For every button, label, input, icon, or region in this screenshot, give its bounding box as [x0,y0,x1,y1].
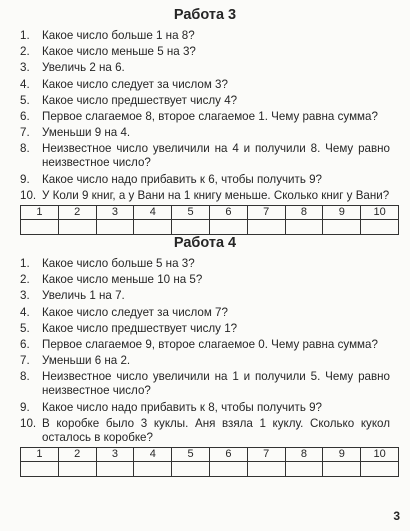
answer-column-number: 10 [361,447,399,461]
answer-column-number: 2 [58,447,96,461]
answer-cell[interactable] [285,461,323,476]
question-text: В коробке было 3 куклы. Аня взяла 1 куклу. Сколько кукол осталось в коробке? [42,416,390,444]
question-number: 10. [20,416,37,430]
answer-column-number: 7 [247,205,285,219]
question-number: 7. [20,354,30,368]
answer-column-number: 10 [361,205,399,219]
work-3-question-9 [0,173,410,187]
question-text: Какое число следует за числом 3? [42,77,228,91]
question-number: 5. [20,93,30,107]
question-text: Уменьши 9 на 4. [42,126,131,140]
question-number: 4. [20,77,30,91]
work-3-question-7 [0,126,410,140]
question-number: 9. [20,172,30,186]
answer-cell[interactable] [323,461,361,476]
question-text: Увеличь 1 на 7. [42,289,125,303]
work-4-title: Работа 4 [173,235,237,251]
work-3-section [0,0,410,235]
answer-column-number: 6 [209,205,247,219]
question-number: 3. [20,289,30,303]
question-text: Неизвестное число увеличили на 1 и получили 5. Чему равно неизвестное число? [42,370,390,398]
question-number: 1. [20,257,30,270]
question-number: 3. [20,61,30,75]
answer-column-number: 4 [134,205,172,219]
answer-column-number: 2 [58,205,96,219]
question-number: 10. [20,188,37,202]
answer-column-number: 6 [209,447,247,461]
work-3-question-10 [0,189,410,203]
question-text: Какое число меньше 10 на 5? [42,273,203,287]
answer-cell[interactable] [172,461,210,476]
question-number: 5. [20,321,30,335]
work-3-question-8 [0,142,410,170]
work-3-question-2 [0,45,410,59]
answer-table-header-row [21,205,399,219]
answer-table-header-row [21,447,399,461]
question-number: 8. [20,370,30,384]
answer-column-number: 3 [96,205,134,219]
question-number: 2. [20,45,30,59]
work-4-answer-table [20,447,399,477]
question-text: Какое число меньше 5 на 3? [42,45,196,59]
work-3-question-4 [0,78,410,92]
answer-cell[interactable] [58,461,96,476]
question-text: Неизвестное число увеличили на 4 и получили 8. Чему равно неизвестное число? [42,142,390,170]
work-4-question-4 [0,306,410,320]
work-4-section [0,229,410,477]
question-number: 6. [20,109,30,123]
work-4-question-5 [0,322,410,336]
question-number: 8. [20,142,30,156]
answer-column-number: 5 [172,447,210,461]
question-text: У Коли 9 книг, а у Вани на 1 книгу меньше. Сколько книг у Вани? [42,188,390,202]
answer-column-number: 8 [285,205,323,219]
work-4-question-7 [0,354,410,368]
question-text: Первое слагаемое 8, второе слагаемое 1. Чему равна сумма? [42,109,378,123]
question-text: Какое число предшествует числу 4? [42,93,238,107]
work-4-question-8 [0,370,410,398]
work-4-question-9 [0,401,410,415]
question-text: Какое число надо прибавить к 6, чтобы получить 9? [42,172,322,186]
work-3-question-5 [0,94,410,108]
work-3-title: Работа 3 [173,7,237,23]
question-text: Увеличь 2 на 6. [42,61,125,75]
question-number: 1. [20,29,30,42]
work-3-question-list [0,29,410,203]
answer-column-number: 1 [21,447,59,461]
answer-cell[interactable] [247,461,285,476]
answer-column-number: 8 [285,447,323,461]
question-text: Уменьши 6 на 2. [42,354,131,368]
work-4-question-2 [0,273,410,287]
work-4-question-1 [0,257,410,271]
question-text: Какое число следует за числом 7? [42,305,228,319]
question-number: 6. [20,337,30,351]
answer-column-number: 5 [172,205,210,219]
answer-column-number: 9 [323,205,361,219]
question-text: Первое слагаемое 9, второе слагаемое 0. Чему равна сумма? [42,337,378,351]
question-text: Какое число больше 1 на 8? [42,29,195,42]
question-text: Какое число предшествует числу 1? [42,321,238,335]
answer-cell[interactable] [209,461,247,476]
question-number: 4. [20,305,30,319]
answer-cell[interactable] [134,461,172,476]
work-4-question-list [0,257,410,445]
work-4-question-3 [0,289,410,303]
answer-cell[interactable] [96,461,134,476]
answer-column-number: 9 [323,447,361,461]
work-3-question-3 [0,61,410,75]
question-number: 9. [20,400,30,414]
page-number: 3 [393,509,400,523]
question-number: 7. [20,126,30,140]
question-text: Какое число больше 5 на 3? [42,257,195,270]
answer-input-row [21,461,399,476]
question-text: Какое число надо прибавить к 8, чтобы получить 9? [42,400,322,414]
question-number: 2. [20,273,30,287]
answer-cell[interactable] [361,461,399,476]
work-3-question-1 [0,29,410,43]
work-4-question-6 [0,338,410,352]
answer-column-number: 4 [134,447,172,461]
answer-column-number: 1 [21,205,59,219]
answer-column-number: 3 [96,447,134,461]
work-3-question-6 [0,110,410,124]
work-4-question-10 [0,417,410,445]
answer-cell[interactable] [21,461,59,476]
answer-column-number: 7 [247,447,285,461]
